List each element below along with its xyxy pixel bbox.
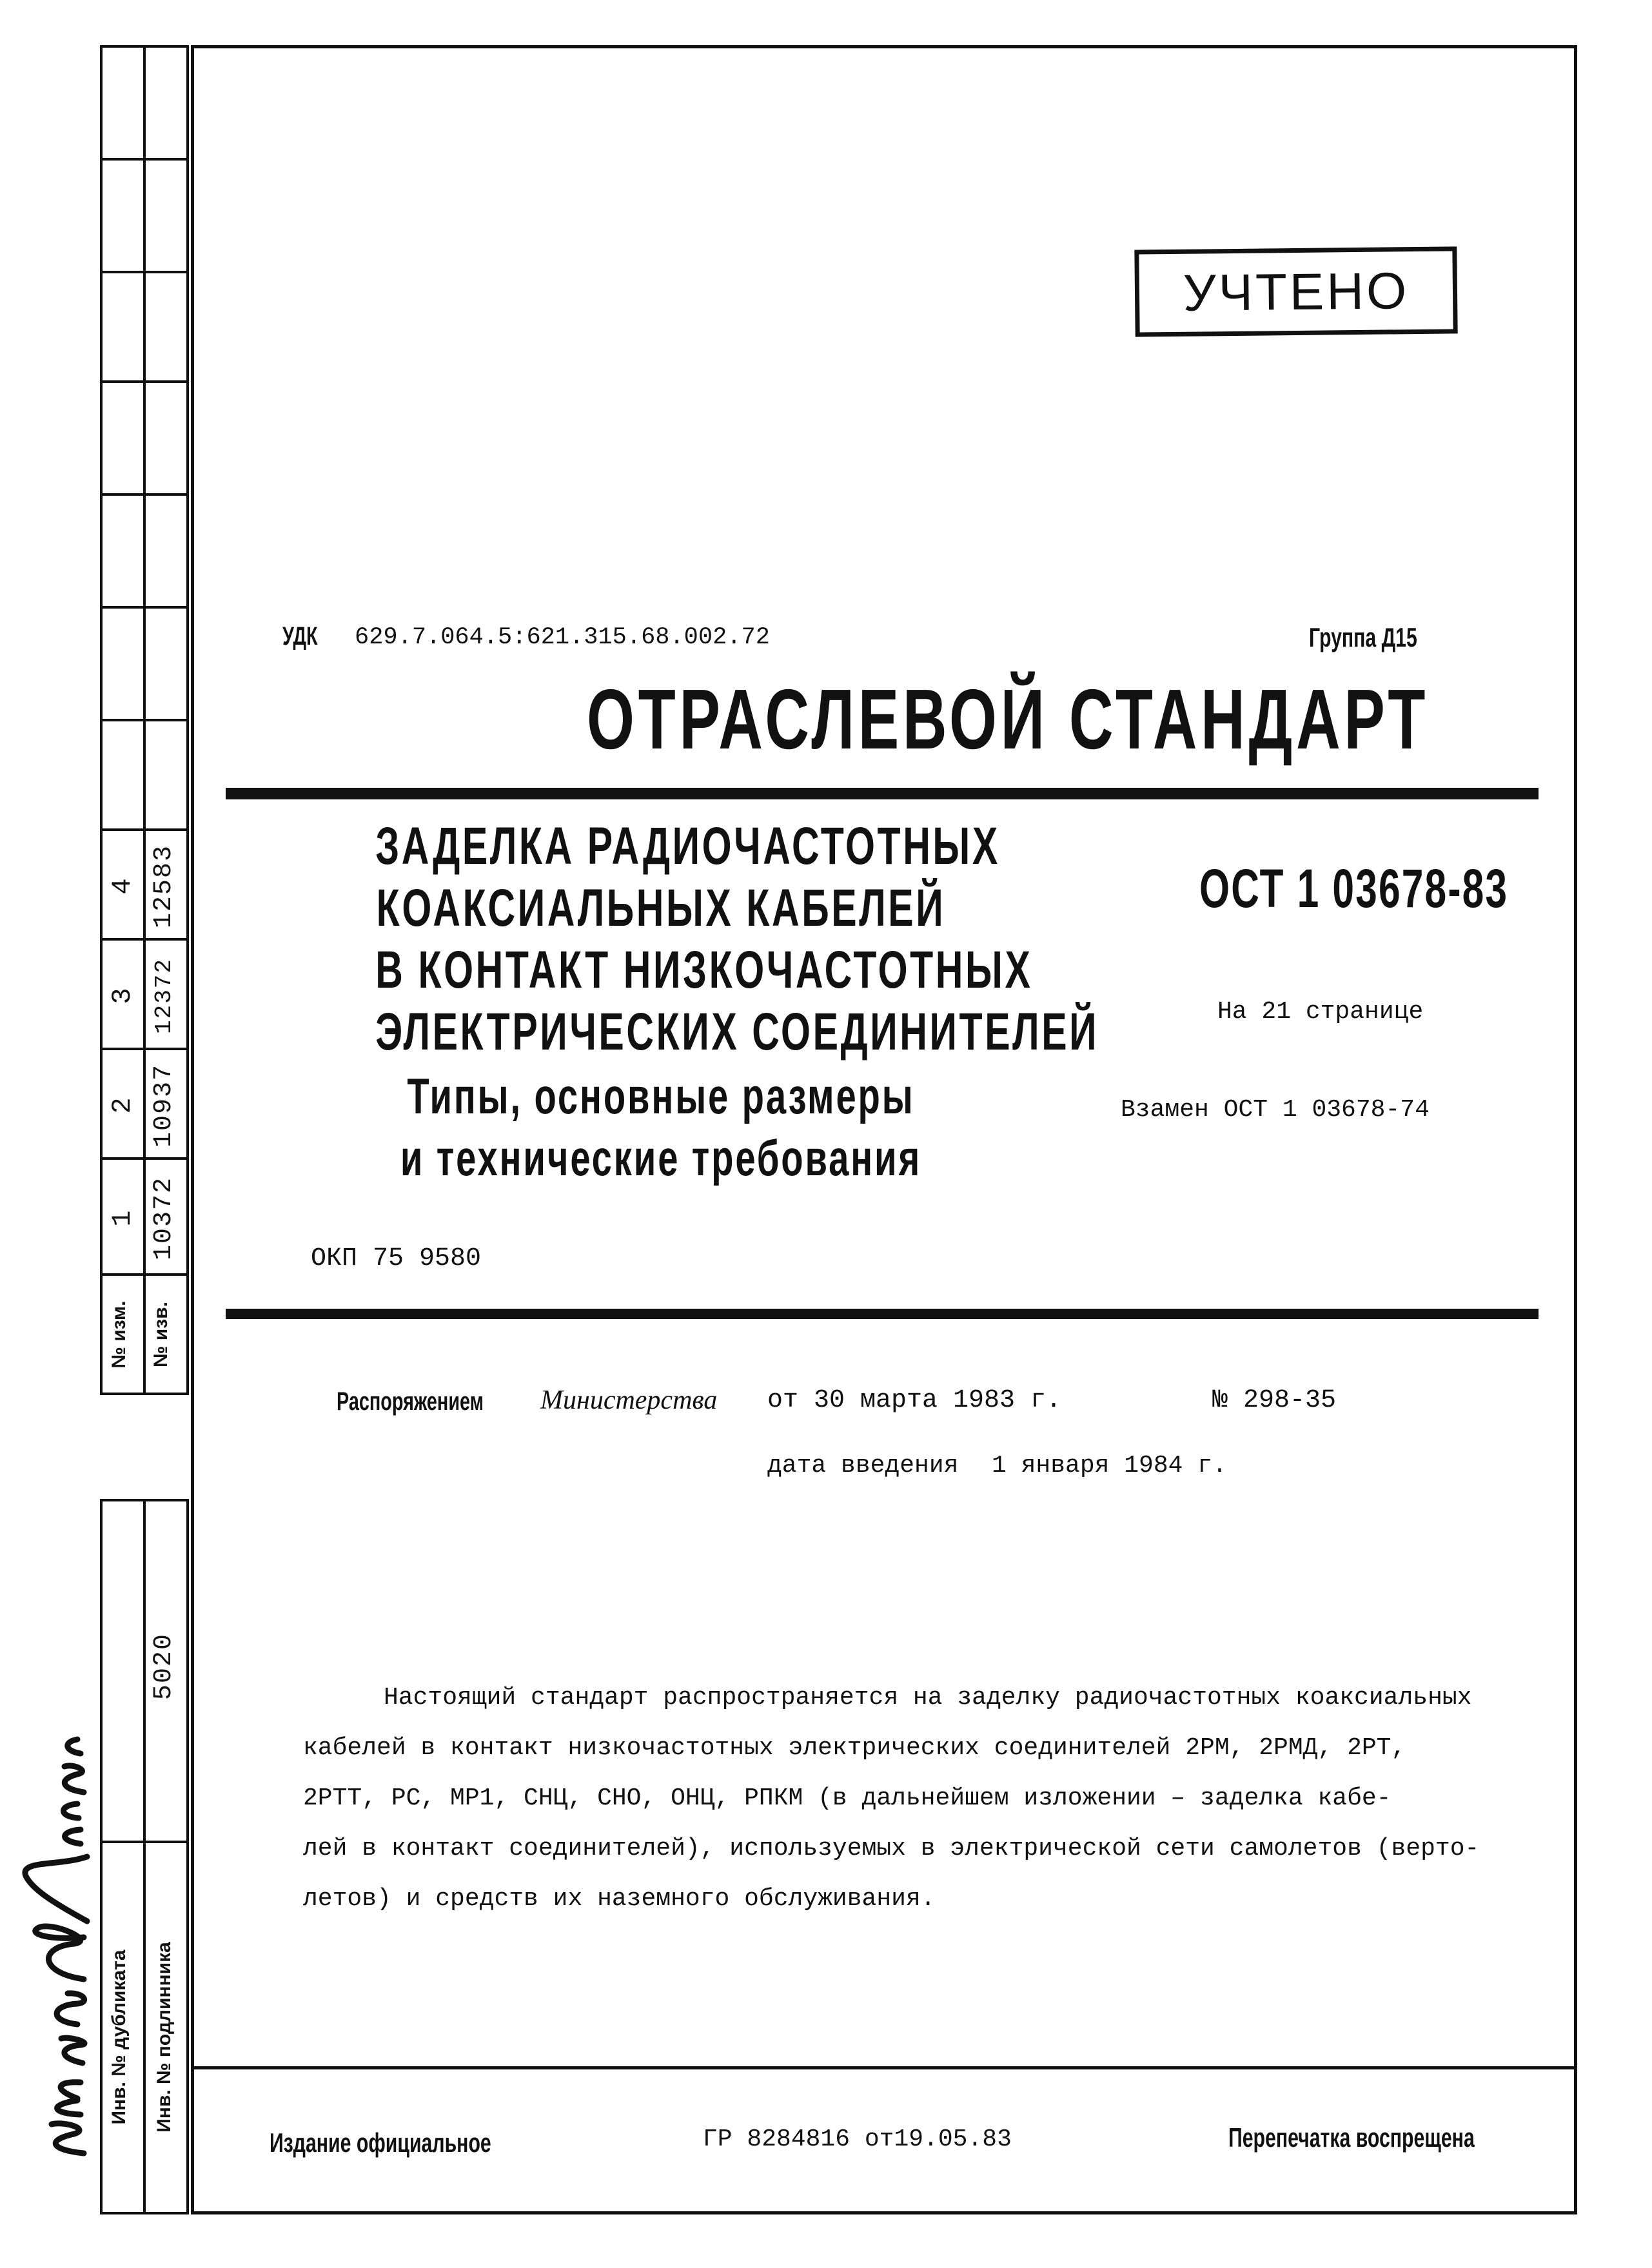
title-rule [226,788,1539,799]
notice-number-4: 12583 [150,844,179,929]
inventory-original-label: Инв. № подлинника [153,1942,175,2133]
page-title: ОТРАСЛЕВОЙ СТАНДАРТ [587,672,1430,767]
scope-paragraph [303,1673,1515,1924]
inventory-duplicate-label: Инв. № дубликата [108,1950,130,2125]
notice-number-label: № изв. [150,1302,172,1367]
notice-number-1: 10372 [150,1176,179,1261]
udk-value: 629.7.064.5:621.315.68.002.72 [355,624,770,651]
doc-title-line: ЗАДЕЛКА РАДИОЧАСТОТНЫХ [375,817,1000,875]
standard-number: ОСТ 1 03678-83 [1199,858,1509,919]
change-number-1: 1 [107,1210,138,1227]
info-rule [226,1309,1539,1319]
accounted-stamp: УЧТЕНО [1134,246,1457,337]
page-count: На 21 странице [1217,998,1424,1026]
group-code: Группа Д15 [1309,622,1417,652]
decree-number: № 298-35 [1212,1386,1337,1415]
body-line: Настоящий стандарт распространяется на заделку радиочастотных коаксиальных [384,1684,1472,1712]
doc-title-line: ЭЛЕКТРИЧЕСКИХ СОЕДИНИТЕЛЕЙ [375,1002,1099,1061]
body-line: летов) и средств их наземного обслуживания. [303,1885,936,1913]
decree-label: Распоряжением [337,1387,484,1416]
notice-number-2: 10937 [150,1063,179,1148]
doc-subtitle [375,1065,947,1189]
body-line: лей в контакт соединителей), используемых в электрической сети самолетов (верто- [303,1835,1480,1862]
intro-date-label: дата введения [767,1452,959,1480]
doc-title-line: В КОНТАКТ НИЗКОЧАСТОТНЫХ [375,941,1033,999]
change-number-4: 4 [107,878,138,895]
change-number-3: 3 [107,988,138,1004]
doc-title [375,816,1099,1063]
udk-label: УДК [282,622,318,650]
notice-number-3: 12372 [151,957,177,1035]
decree-ministry: Министерства [540,1385,718,1415]
okp-code: ОКП 75 9580 [311,1244,482,1273]
intro-date-value: 1 января 1984 г. [992,1452,1227,1480]
change-number-label: № изм. [108,1300,130,1369]
edition-note: Издание официальное [270,2127,491,2158]
footer-divider [191,2066,1577,2069]
doc-subtitle-line: Типы, основные размеры [407,1068,915,1124]
change-number-2: 2 [107,1097,138,1114]
replaces-standard: Взамен ОСТ 1 03678-74 [1121,1096,1430,1124]
handwritten-signature [13,1728,110,2166]
decree-date: от 30 марта 1983 г. [767,1386,1062,1415]
doc-subtitle-line: и технические требования [400,1129,922,1186]
registration-number: ГР 8284816 от19.05.83 [703,2126,1012,2153]
inventory-original-value: 5020 [150,1633,179,1701]
reprint-note: Перепечатка воспрещена [1228,2122,1475,2153]
doc-title-line: КОАКСИАЛЬНЫХ КАБЕЛЕЙ [376,879,946,937]
body-line: 2РТТ, РС, МР1, СНЦ, СНО, ОНЦ, РПКМ (в дальнейшем изложении – заделка кабе- [303,1784,1391,1812]
body-line: кабелей в контакт низкочастотных электрических соединителей 2РМ, 2РМД, 2РТ, [303,1734,1406,1762]
